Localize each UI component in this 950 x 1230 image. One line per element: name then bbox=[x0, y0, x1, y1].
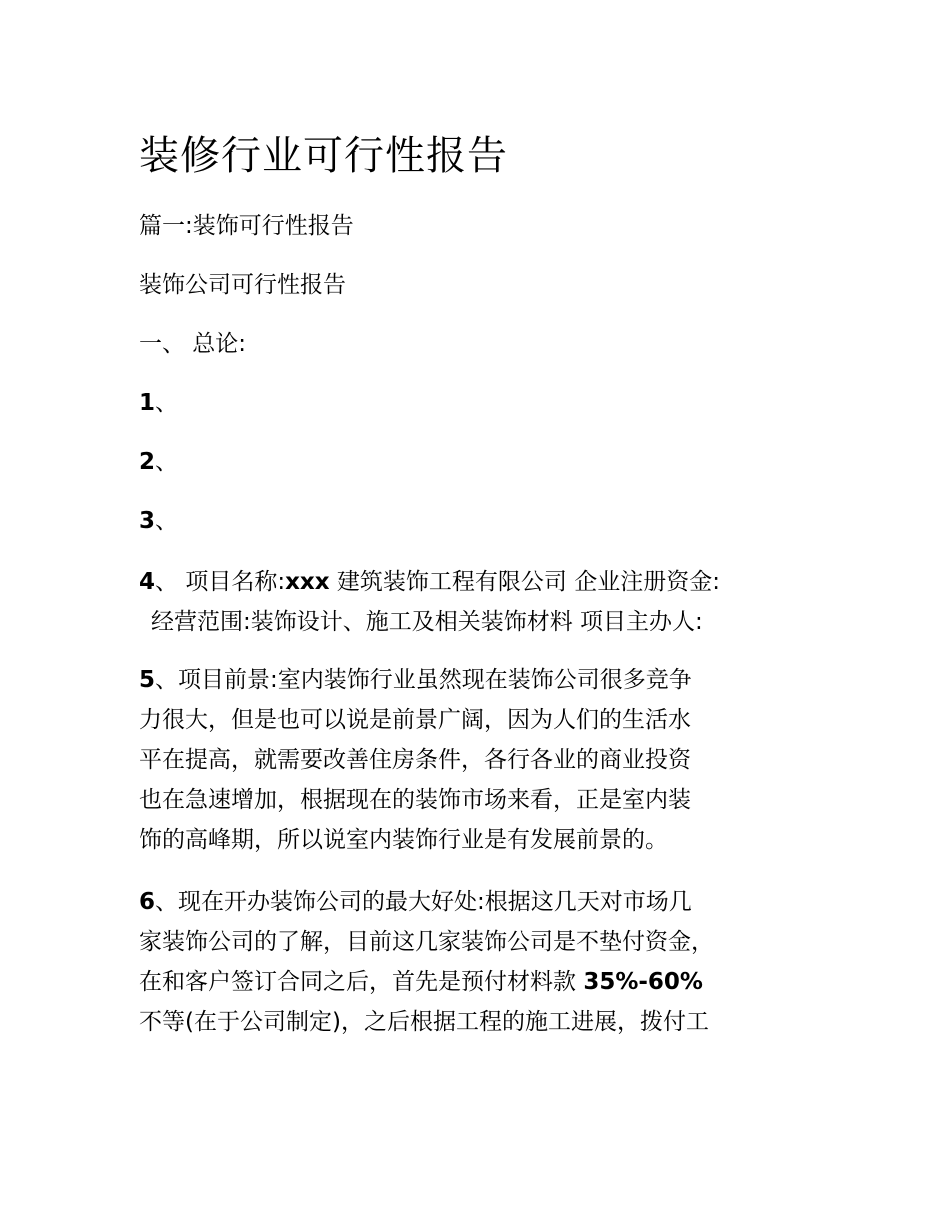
subtitle-company-report: 装饰公司可行性报告 bbox=[139, 272, 346, 298]
project-name-placeholder: xxx bbox=[285, 569, 330, 595]
list-item-3 bbox=[139, 504, 178, 538]
list-number: 1 bbox=[139, 390, 156, 416]
list-number: 6 bbox=[139, 889, 156, 915]
page-title: 装修行业可行性报告 bbox=[139, 133, 508, 179]
list-number: 4 bbox=[139, 569, 156, 595]
paragraph-line: 6、现在开办装饰公司的最大好处:根据这几天对市场几 bbox=[139, 889, 692, 915]
paragraph-line: 不等(在于公司制定)，之后根据工程的施工进展，拨付工 bbox=[139, 1009, 709, 1035]
paragraph-line: 5、项目前景:室内装饰行业虽然现在装饰公司很多竞争 bbox=[139, 667, 692, 693]
list-item-1 bbox=[139, 386, 178, 420]
subtitle-article-one: 篇一:装饰可行性报告 bbox=[139, 213, 354, 239]
paragraph-line: 家装饰公司的了解，目前这几家装饰公司是不垫付资金， bbox=[139, 929, 714, 955]
paragraph-line: 在和客户签订合同之后，首先是预付材料款 35%-60% bbox=[139, 969, 703, 995]
list-number: 2 bbox=[139, 449, 156, 475]
paragraph-item-4 bbox=[139, 562, 819, 642]
list-number: 5 bbox=[139, 667, 156, 693]
paragraph-line: 也在急速增加，根据现在的装饰市场来看，正是室内装 bbox=[139, 787, 691, 813]
list-separator: 、 bbox=[155, 390, 179, 416]
list-separator: 、 bbox=[155, 508, 179, 534]
paragraph-line: 力很大，但是也可以说是前景广阔，因为人们的生活水 bbox=[139, 707, 691, 733]
paragraph-line bbox=[139, 562, 819, 602]
list-item-2 bbox=[139, 445, 178, 479]
section-heading-general: 一、 总论: bbox=[139, 331, 247, 357]
paragraph-line: 经营范围:装饰设计、施工及相关装饰材料 项目主办人: bbox=[151, 609, 703, 635]
paragraph-line: 平在提高，就需要改善住房条件，各行各业的商业投资 bbox=[139, 747, 691, 773]
project-name-rest: 建筑装饰工程有限公司 企业注册资金: bbox=[329, 569, 720, 595]
paragraph-item-6 bbox=[139, 882, 819, 1042]
paragraph-line: 饰的高峰期，所以说室内装饰行业是有发展前景的。 bbox=[139, 827, 668, 853]
list-separator: 、 bbox=[155, 449, 179, 475]
prepayment-percentage: 35%-60% bbox=[583, 969, 703, 995]
project-name-label: 、 项目名称: bbox=[155, 569, 286, 595]
list-number: 3 bbox=[139, 508, 156, 534]
paragraph-item-5 bbox=[139, 660, 819, 860]
